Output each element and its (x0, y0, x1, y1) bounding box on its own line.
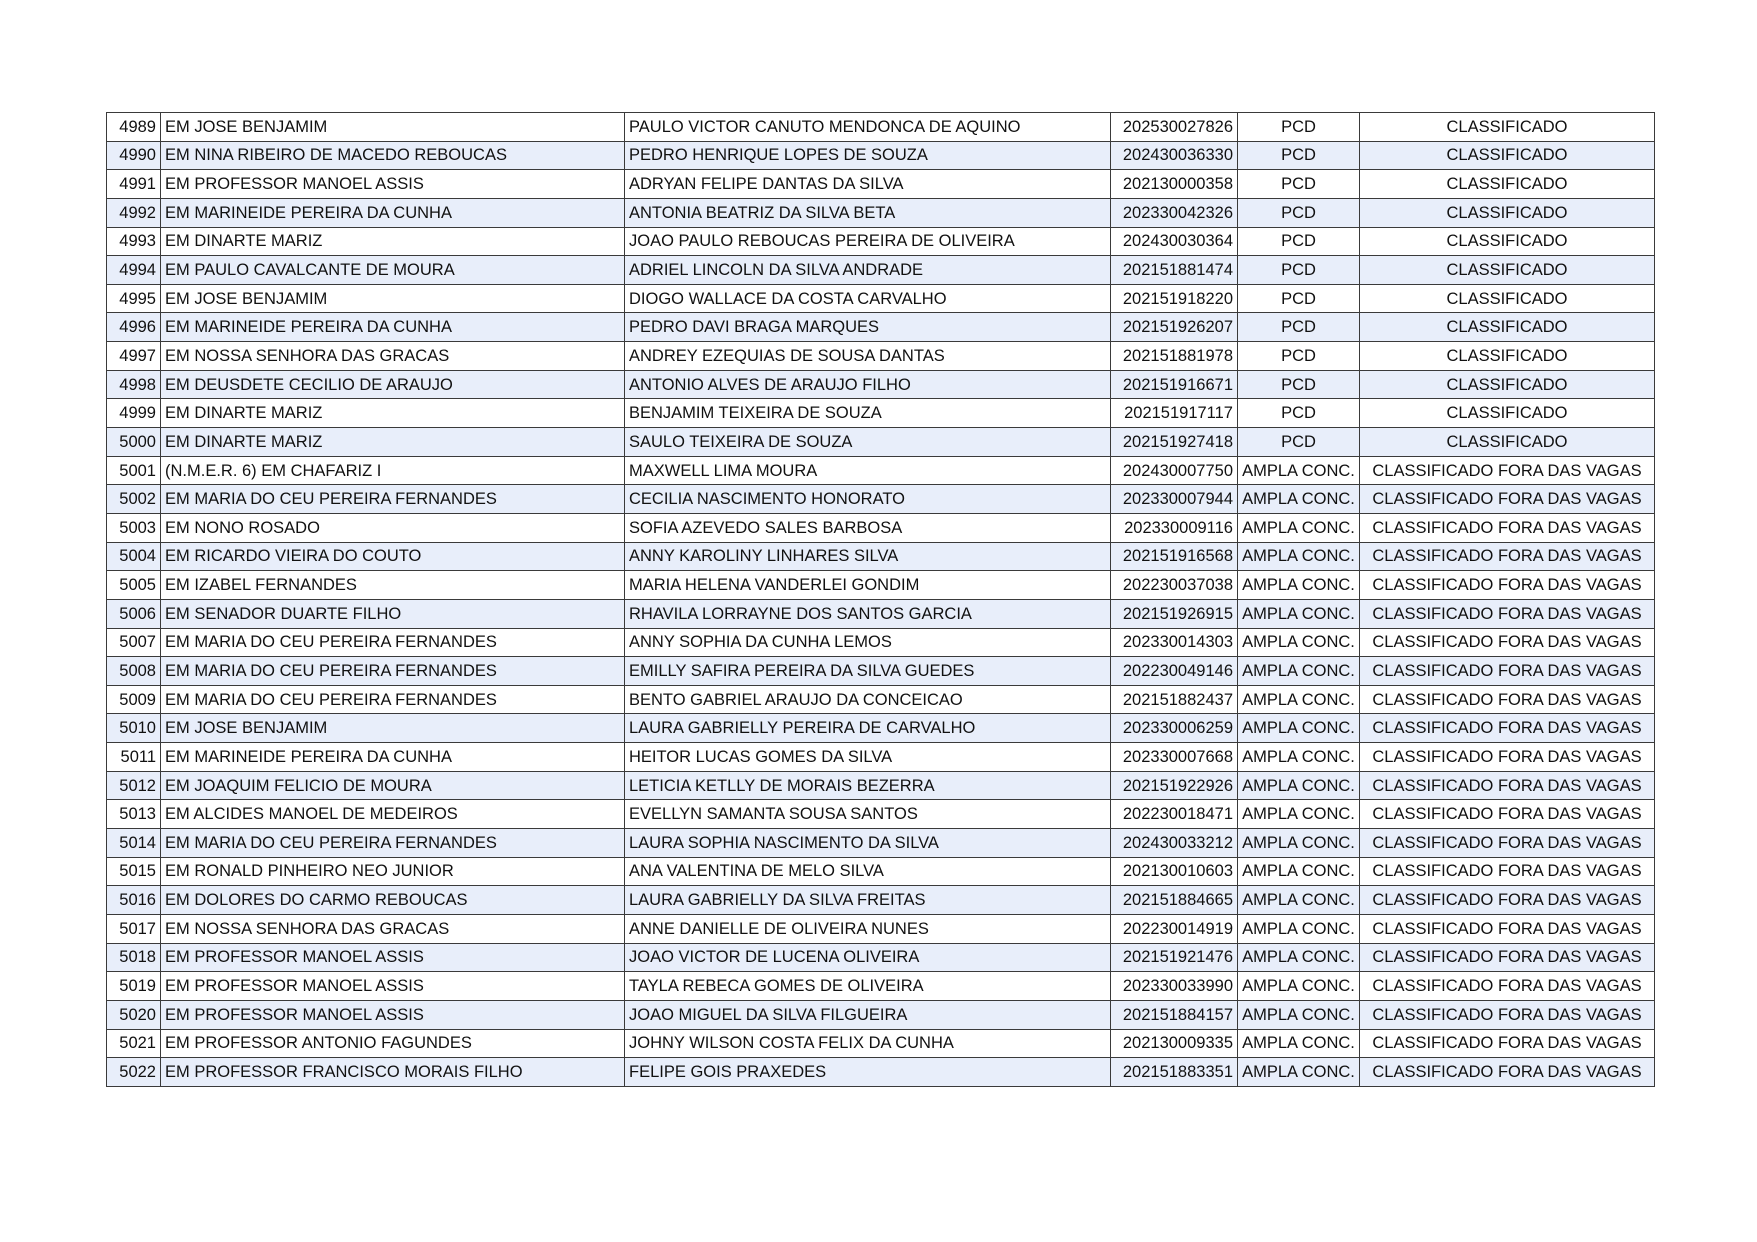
row-number-cell: 5021 (107, 1029, 161, 1058)
classification-status-cell: CLASSIFICADO FORA DAS VAGAS (1360, 886, 1655, 915)
registration-number-cell: 202151881474 (1111, 256, 1238, 285)
school-name-cell: EM MARIA DO CEU PEREIRA FERNANDES (161, 657, 625, 686)
quota-type-cell: PCD (1238, 141, 1360, 170)
table-row (107, 342, 1655, 371)
registration-number-cell: 202151884157 (1111, 1000, 1238, 1029)
table-row (107, 256, 1655, 285)
candidate-name-cell: MARIA HELENA VANDERLEI GONDIM (625, 571, 1111, 600)
classification-status-cell: CLASSIFICADO FORA DAS VAGAS (1360, 1058, 1655, 1087)
classification-status-cell: CLASSIFICADO FORA DAS VAGAS (1360, 1029, 1655, 1058)
candidate-name-cell: HEITOR LUCAS GOMES DA SILVA (625, 743, 1111, 772)
registration-number-cell: 202151884665 (1111, 886, 1238, 915)
quota-type-cell: AMPLA CONC. (1238, 657, 1360, 686)
quota-type-cell: AMPLA CONC. (1238, 972, 1360, 1001)
school-name-cell: EM NONO ROSADO (161, 513, 625, 542)
row-number-cell: 4994 (107, 256, 161, 285)
school-name-cell: EM JOAQUIM FELICIO DE MOURA (161, 771, 625, 800)
quota-type-cell: PCD (1238, 313, 1360, 342)
registration-number-cell: 202330007944 (1111, 485, 1238, 514)
quota-type-cell: PCD (1238, 113, 1360, 142)
row-number-cell: 4999 (107, 399, 161, 428)
row-number-cell: 5009 (107, 685, 161, 714)
registration-number-cell: 202151916671 (1111, 370, 1238, 399)
candidate-name-cell: JOHNY WILSON COSTA FELIX DA CUNHA (625, 1029, 1111, 1058)
classification-status-cell: CLASSIFICADO FORA DAS VAGAS (1360, 599, 1655, 628)
school-name-cell: EM NINA RIBEIRO DE MACEDO REBOUCAS (161, 141, 625, 170)
table-row (107, 771, 1655, 800)
candidate-name-cell: EMILLY SAFIRA PEREIRA DA SILVA GUEDES (625, 657, 1111, 686)
candidate-name-cell: LAURA GABRIELLY DA SILVA FREITAS (625, 886, 1111, 915)
classification-status-cell: CLASSIFICADO (1360, 399, 1655, 428)
quota-type-cell: AMPLA CONC. (1238, 685, 1360, 714)
quota-type-cell: AMPLA CONC. (1238, 599, 1360, 628)
table-row (107, 284, 1655, 313)
school-name-cell: EM MARINEIDE PEREIRA DA CUNHA (161, 313, 625, 342)
table-row (107, 513, 1655, 542)
row-number-cell: 5013 (107, 800, 161, 829)
candidate-name-cell: SOFIA AZEVEDO SALES BARBOSA (625, 513, 1111, 542)
classification-status-cell: CLASSIFICADO (1360, 313, 1655, 342)
row-number-cell: 5020 (107, 1000, 161, 1029)
table-row (107, 657, 1655, 686)
registration-number-cell: 202151921476 (1111, 943, 1238, 972)
candidate-name-cell: ANTONIO ALVES DE ARAUJO FILHO (625, 370, 1111, 399)
quota-type-cell: PCD (1238, 227, 1360, 256)
table-row (107, 428, 1655, 457)
classification-status-cell: CLASSIFICADO FORA DAS VAGAS (1360, 714, 1655, 743)
row-number-cell: 5000 (107, 428, 161, 457)
candidate-name-cell: ADRIEL LINCOLN DA SILVA ANDRADE (625, 256, 1111, 285)
school-name-cell: EM JOSE BENJAMIM (161, 284, 625, 313)
table-row (107, 914, 1655, 943)
registration-number-cell: 202330009116 (1111, 513, 1238, 542)
row-number-cell: 5018 (107, 943, 161, 972)
registration-number-cell: 202430030364 (1111, 227, 1238, 256)
candidate-name-cell: CECILIA NASCIMENTO HONORATO (625, 485, 1111, 514)
school-name-cell: EM DINARTE MARIZ (161, 428, 625, 457)
registration-number-cell: 202430033212 (1111, 829, 1238, 858)
table-row (107, 800, 1655, 829)
row-number-cell: 5015 (107, 857, 161, 886)
candidate-name-cell: ANTONIA BEATRIZ DA SILVA BETA (625, 198, 1111, 227)
candidate-name-cell: LAURA GABRIELLY PEREIRA DE CARVALHO (625, 714, 1111, 743)
registration-number-cell: 202151918220 (1111, 284, 1238, 313)
quota-type-cell: PCD (1238, 399, 1360, 428)
registration-number-cell: 202151926207 (1111, 313, 1238, 342)
row-number-cell: 4995 (107, 284, 161, 313)
row-number-cell: 5016 (107, 886, 161, 915)
table-row (107, 714, 1655, 743)
table-row (107, 571, 1655, 600)
row-number-cell: 5007 (107, 628, 161, 657)
registration-number-cell: 202130000358 (1111, 170, 1238, 199)
table-row (107, 313, 1655, 342)
candidate-name-cell: LETICIA KETLLY DE MORAIS BEZERRA (625, 771, 1111, 800)
quota-type-cell: AMPLA CONC. (1238, 743, 1360, 772)
registration-number-cell: 202151881978 (1111, 342, 1238, 371)
classification-status-cell: CLASSIFICADO FORA DAS VAGAS (1360, 456, 1655, 485)
quota-type-cell: AMPLA CONC. (1238, 1058, 1360, 1087)
classification-status-cell: CLASSIFICADO (1360, 428, 1655, 457)
quota-type-cell: AMPLA CONC. (1238, 829, 1360, 858)
row-number-cell: 5003 (107, 513, 161, 542)
candidate-name-cell: LAURA SOPHIA NASCIMENTO DA SILVA (625, 829, 1111, 858)
candidate-name-cell: SAULO TEIXEIRA DE SOUZA (625, 428, 1111, 457)
candidate-name-cell: JOAO VICTOR DE LUCENA OLIVEIRA (625, 943, 1111, 972)
quota-type-cell: PCD (1238, 342, 1360, 371)
table-row (107, 542, 1655, 571)
school-name-cell: EM PROFESSOR FRANCISCO MORAIS FILHO (161, 1058, 625, 1087)
school-name-cell: EM DINARTE MARIZ (161, 227, 625, 256)
table-row (107, 456, 1655, 485)
table-row (107, 628, 1655, 657)
school-name-cell: EM DEUSDETE CECILIO DE ARAUJO (161, 370, 625, 399)
classification-status-cell: CLASSIFICADO FORA DAS VAGAS (1360, 542, 1655, 571)
classification-status-cell: CLASSIFICADO (1360, 227, 1655, 256)
row-number-cell: 5010 (107, 714, 161, 743)
classification-status-cell: CLASSIFICADO FORA DAS VAGAS (1360, 800, 1655, 829)
quota-type-cell: AMPLA CONC. (1238, 485, 1360, 514)
school-name-cell: EM PROFESSOR MANOEL ASSIS (161, 943, 625, 972)
table-row (107, 943, 1655, 972)
classification-status-cell: CLASSIFICADO FORA DAS VAGAS (1360, 571, 1655, 600)
candidate-name-cell: ANNE DANIELLE DE OLIVEIRA NUNES (625, 914, 1111, 943)
registration-number-cell: 202230049146 (1111, 657, 1238, 686)
registration-number-cell: 202230014919 (1111, 914, 1238, 943)
classification-status-cell: CLASSIFICADO FORA DAS VAGAS (1360, 771, 1655, 800)
school-name-cell: EM ALCIDES MANOEL DE MEDEIROS (161, 800, 625, 829)
registration-number-cell: 202151916568 (1111, 542, 1238, 571)
registration-number-cell: 202151882437 (1111, 685, 1238, 714)
registration-number-cell: 202151917117 (1111, 399, 1238, 428)
results-table-body (107, 113, 1655, 1087)
row-number-cell: 4993 (107, 227, 161, 256)
school-name-cell: EM PROFESSOR MANOEL ASSIS (161, 170, 625, 199)
candidate-name-cell: BENJAMIM TEIXEIRA DE SOUZA (625, 399, 1111, 428)
classification-status-cell: CLASSIFICADO (1360, 113, 1655, 142)
classification-status-cell: CLASSIFICADO (1360, 198, 1655, 227)
quota-type-cell: AMPLA CONC. (1238, 914, 1360, 943)
row-number-cell: 5022 (107, 1058, 161, 1087)
classification-status-cell: CLASSIFICADO (1360, 170, 1655, 199)
candidate-name-cell: ANNY KAROLINY LINHARES SILVA (625, 542, 1111, 571)
registration-number-cell: 202130009335 (1111, 1029, 1238, 1058)
table-row (107, 170, 1655, 199)
registration-number-cell: 202151883351 (1111, 1058, 1238, 1087)
registration-number-cell: 202330006259 (1111, 714, 1238, 743)
quota-type-cell: PCD (1238, 370, 1360, 399)
school-name-cell: EM SENADOR DUARTE FILHO (161, 599, 625, 628)
registration-number-cell: 202330014303 (1111, 628, 1238, 657)
school-name-cell: EM MARIA DO CEU PEREIRA FERNANDES (161, 485, 625, 514)
document-page (106, 112, 1654, 1087)
row-number-cell: 4992 (107, 198, 161, 227)
row-number-cell: 4997 (107, 342, 161, 371)
classification-status-cell: CLASSIFICADO FORA DAS VAGAS (1360, 513, 1655, 542)
row-number-cell: 4989 (107, 113, 161, 142)
classification-status-cell: CLASSIFICADO (1360, 284, 1655, 313)
school-name-cell: EM JOSE BENJAMIM (161, 113, 625, 142)
registration-number-cell: 202330007668 (1111, 743, 1238, 772)
table-row (107, 829, 1655, 858)
table-row (107, 685, 1655, 714)
row-number-cell: 5005 (107, 571, 161, 600)
registration-number-cell: 202151927418 (1111, 428, 1238, 457)
candidate-name-cell: ADRYAN FELIPE DANTAS DA SILVA (625, 170, 1111, 199)
quota-type-cell: AMPLA CONC. (1238, 857, 1360, 886)
registration-number-cell: 202151926915 (1111, 599, 1238, 628)
school-name-cell: EM RICARDO VIEIRA DO COUTO (161, 542, 625, 571)
table-row (107, 857, 1655, 886)
row-number-cell: 5014 (107, 829, 161, 858)
row-number-cell: 5019 (107, 972, 161, 1001)
quota-type-cell: PCD (1238, 198, 1360, 227)
candidate-name-cell: MAXWELL LIMA MOURA (625, 456, 1111, 485)
school-name-cell: EM PROFESSOR MANOEL ASSIS (161, 1000, 625, 1029)
classification-status-cell: CLASSIFICADO FORA DAS VAGAS (1360, 972, 1655, 1001)
candidate-name-cell: ANNY SOPHIA DA CUNHA LEMOS (625, 628, 1111, 657)
table-row (107, 141, 1655, 170)
school-name-cell: EM PROFESSOR MANOEL ASSIS (161, 972, 625, 1001)
candidate-name-cell: ANDREY EZEQUIAS DE SOUSA DANTAS (625, 342, 1111, 371)
quota-type-cell: AMPLA CONC. (1238, 886, 1360, 915)
table-row (107, 1058, 1655, 1087)
quota-type-cell: AMPLA CONC. (1238, 714, 1360, 743)
candidate-name-cell: EVELLYN SAMANTA SOUSA SANTOS (625, 800, 1111, 829)
quota-type-cell: AMPLA CONC. (1238, 513, 1360, 542)
candidate-name-cell: RHAVILA LORRAYNE DOS SANTOS GARCIA (625, 599, 1111, 628)
candidate-name-cell: BENTO GABRIEL ARAUJO DA CONCEICAO (625, 685, 1111, 714)
school-name-cell: EM IZABEL FERNANDES (161, 571, 625, 600)
quota-type-cell: AMPLA CONC. (1238, 456, 1360, 485)
registration-number-cell: 202330033990 (1111, 972, 1238, 1001)
row-number-cell: 5001 (107, 456, 161, 485)
classification-status-cell: CLASSIFICADO (1360, 342, 1655, 371)
school-name-cell: EM RONALD PINHEIRO NEO JUNIOR (161, 857, 625, 886)
classification-status-cell: CLASSIFICADO FORA DAS VAGAS (1360, 857, 1655, 886)
registration-number-cell: 202430007750 (1111, 456, 1238, 485)
school-name-cell: EM NOSSA SENHORA DAS GRACAS (161, 914, 625, 943)
classification-status-cell: CLASSIFICADO FORA DAS VAGAS (1360, 1000, 1655, 1029)
quota-type-cell: PCD (1238, 428, 1360, 457)
classification-status-cell: CLASSIFICADO FORA DAS VAGAS (1360, 943, 1655, 972)
school-name-cell: EM MARIA DO CEU PEREIRA FERNANDES (161, 685, 625, 714)
school-name-cell: EM PAULO CAVALCANTE DE MOURA (161, 256, 625, 285)
school-name-cell: EM NOSSA SENHORA DAS GRACAS (161, 342, 625, 371)
classification-status-cell: CLASSIFICADO FORA DAS VAGAS (1360, 914, 1655, 943)
classification-status-cell: CLASSIFICADO FORA DAS VAGAS (1360, 657, 1655, 686)
candidate-name-cell: PEDRO DAVI BRAGA MARQUES (625, 313, 1111, 342)
school-name-cell: EM MARINEIDE PEREIRA DA CUNHA (161, 743, 625, 772)
school-name-cell: EM MARINEIDE PEREIRA DA CUNHA (161, 198, 625, 227)
registration-number-cell: 202530027826 (1111, 113, 1238, 142)
table-row (107, 743, 1655, 772)
candidate-name-cell: PAULO VICTOR CANUTO MENDONCA DE AQUINO (625, 113, 1111, 142)
school-name-cell: (N.M.E.R. 6) EM CHAFARIZ I (161, 456, 625, 485)
candidate-name-cell: ANA VALENTINA DE MELO SILVA (625, 857, 1111, 886)
school-name-cell: EM DINARTE MARIZ (161, 399, 625, 428)
row-number-cell: 5011 (107, 743, 161, 772)
results-table (106, 112, 1655, 1087)
row-number-cell: 5002 (107, 485, 161, 514)
classification-status-cell: CLASSIFICADO (1360, 370, 1655, 399)
row-number-cell: 5004 (107, 542, 161, 571)
table-row (107, 972, 1655, 1001)
school-name-cell: EM MARIA DO CEU PEREIRA FERNANDES (161, 829, 625, 858)
quota-type-cell: PCD (1238, 284, 1360, 313)
classification-status-cell: CLASSIFICADO (1360, 256, 1655, 285)
school-name-cell: EM MARIA DO CEU PEREIRA FERNANDES (161, 628, 625, 657)
row-number-cell: 5017 (107, 914, 161, 943)
classification-status-cell: CLASSIFICADO FORA DAS VAGAS (1360, 485, 1655, 514)
registration-number-cell: 202130010603 (1111, 857, 1238, 886)
candidate-name-cell: PEDRO HENRIQUE LOPES DE SOUZA (625, 141, 1111, 170)
classification-status-cell: CLASSIFICADO FORA DAS VAGAS (1360, 685, 1655, 714)
row-number-cell: 5006 (107, 599, 161, 628)
table-row (107, 113, 1655, 142)
school-name-cell: EM DOLORES DO CARMO REBOUCAS (161, 886, 625, 915)
quota-type-cell: PCD (1238, 256, 1360, 285)
candidate-name-cell: DIOGO WALLACE DA COSTA CARVALHO (625, 284, 1111, 313)
quota-type-cell: PCD (1238, 170, 1360, 199)
registration-number-cell: 202330042326 (1111, 198, 1238, 227)
candidate-name-cell: JOAO MIGUEL DA SILVA FILGUEIRA (625, 1000, 1111, 1029)
classification-status-cell: CLASSIFICADO FORA DAS VAGAS (1360, 829, 1655, 858)
table-row (107, 485, 1655, 514)
registration-number-cell: 202230018471 (1111, 800, 1238, 829)
row-number-cell: 5008 (107, 657, 161, 686)
row-number-cell: 5012 (107, 771, 161, 800)
quota-type-cell: AMPLA CONC. (1238, 1029, 1360, 1058)
school-name-cell: EM PROFESSOR ANTONIO FAGUNDES (161, 1029, 625, 1058)
row-number-cell: 4991 (107, 170, 161, 199)
quota-type-cell: AMPLA CONC. (1238, 628, 1360, 657)
classification-status-cell: CLASSIFICADO (1360, 141, 1655, 170)
registration-number-cell: 202151922926 (1111, 771, 1238, 800)
registration-number-cell: 202430036330 (1111, 141, 1238, 170)
table-row (107, 227, 1655, 256)
table-row (107, 599, 1655, 628)
classification-status-cell: CLASSIFICADO FORA DAS VAGAS (1360, 628, 1655, 657)
table-row (107, 1000, 1655, 1029)
candidate-name-cell: TAYLA REBECA GOMES DE OLIVEIRA (625, 972, 1111, 1001)
row-number-cell: 4996 (107, 313, 161, 342)
table-row (107, 370, 1655, 399)
quota-type-cell: AMPLA CONC. (1238, 800, 1360, 829)
candidate-name-cell: FELIPE GOIS PRAXEDES (625, 1058, 1111, 1087)
quota-type-cell: AMPLA CONC. (1238, 1000, 1360, 1029)
row-number-cell: 4990 (107, 141, 161, 170)
quota-type-cell: AMPLA CONC. (1238, 542, 1360, 571)
quota-type-cell: AMPLA CONC. (1238, 571, 1360, 600)
quota-type-cell: AMPLA CONC. (1238, 943, 1360, 972)
table-row (107, 399, 1655, 428)
table-row (107, 886, 1655, 915)
table-row (107, 198, 1655, 227)
registration-number-cell: 202230037038 (1111, 571, 1238, 600)
school-name-cell: EM JOSE BENJAMIM (161, 714, 625, 743)
row-number-cell: 4998 (107, 370, 161, 399)
quota-type-cell: AMPLA CONC. (1238, 771, 1360, 800)
classification-status-cell: CLASSIFICADO FORA DAS VAGAS (1360, 743, 1655, 772)
table-row (107, 1029, 1655, 1058)
candidate-name-cell: JOAO PAULO REBOUCAS PEREIRA DE OLIVEIRA (625, 227, 1111, 256)
